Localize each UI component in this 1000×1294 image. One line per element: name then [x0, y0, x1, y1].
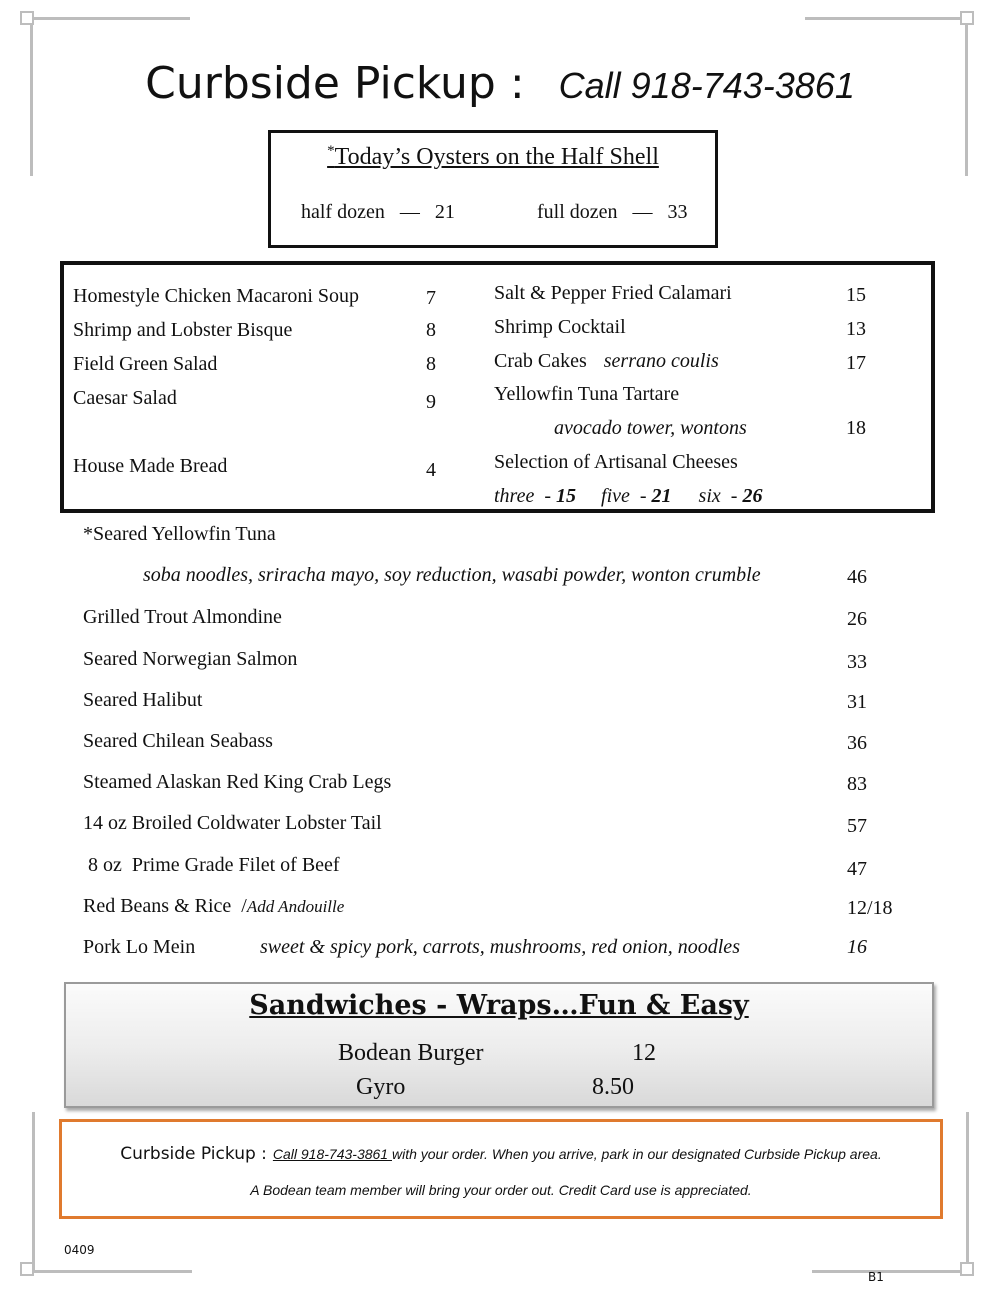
corner-line-bl-v — [32, 1112, 35, 1270]
entree-item: *Seared Yellowfin Tuna — [83, 523, 276, 545]
entree-item: Pork Lo Mein — [83, 936, 196, 958]
pickup-note: A Bodean team member will bring your order out. Credit Card use is appreciated. — [250, 1182, 752, 1198]
cheese-option-price: 21 — [651, 485, 672, 507]
pickup-instructions: with your order. When you arrive, park in our designated Curbside Pickup area. — [391, 1146, 882, 1162]
menu-item-price: 7 — [426, 287, 436, 309]
title-phone: Call 918-743-3861 — [558, 65, 855, 106]
entree-item: Grilled Trout Almondine — [83, 606, 282, 628]
menu-item-price: 9 — [426, 391, 436, 413]
entree-price: 83 — [847, 773, 867, 795]
page-title — [0, 58, 1000, 109]
entree-price: 36 — [847, 732, 867, 754]
entree-price: 57 — [847, 815, 867, 837]
menu-item: Shrimp and Lobster Bisque — [73, 319, 293, 341]
pickup-lead: Curbside Pickup : — [120, 1144, 267, 1164]
menu-item: Field Green Salad — [73, 353, 218, 375]
entree-price: 47 — [847, 858, 867, 880]
cheese-options — [494, 485, 762, 508]
corner-square-tr — [960, 11, 974, 25]
entree-note: sweet & spicy pork, carrots, mushrooms, red onion, noodles — [260, 936, 740, 958]
entree-item — [83, 895, 344, 918]
cheese-option-label: five - — [601, 485, 647, 507]
menu-item: Caesar Salad — [73, 387, 177, 409]
cheese-option-label: six - — [698, 485, 738, 507]
menu-item-price: 8 — [426, 319, 436, 341]
corner-line-bl-h — [26, 1270, 192, 1273]
menu-item-note: serrano coulis — [603, 350, 719, 372]
pickup-info-line — [62, 1144, 940, 1164]
corner-line-tr-h — [805, 17, 973, 20]
corner-square-bl — [20, 1262, 34, 1276]
corner-square-tl — [20, 11, 34, 25]
entree-note: soba noodles, sriracha mayo, soy reduction, wasabi powder, wonton crumble — [143, 564, 761, 586]
entree-price: 12/18 — [847, 897, 893, 919]
cheese-option-label: three - — [494, 485, 552, 507]
entree-item: 14 oz Broiled Coldwater Lobster Tail — [83, 812, 382, 834]
pickup-info-box — [59, 1119, 943, 1219]
menu-item: Shrimp Cocktail — [494, 316, 626, 338]
sandwiches-box — [64, 982, 934, 1108]
oysters-title — [271, 143, 715, 171]
corner-line-br-v — [966, 1112, 969, 1270]
pickup-phone: Call 918-743-3861 — [272, 1146, 392, 1162]
cheese-option-price: 26 — [742, 485, 763, 507]
entree-item: Seared Chilean Seabass — [83, 730, 273, 752]
corner-line-br-h — [812, 1270, 972, 1273]
sandwich-price: 12 — [632, 1040, 656, 1066]
page-code-left: 0409 — [64, 1243, 95, 1257]
page-code-right: B1 — [868, 1270, 884, 1284]
oysters-asterisk: * — [327, 143, 335, 159]
menu-item: Selection of Artisanal Cheeses — [494, 451, 738, 473]
sandwich-price: 8.50 — [592, 1074, 634, 1100]
entree-item: Steamed Alaskan Red King Crab Legs — [83, 771, 392, 793]
corner-line-tl-h — [26, 17, 190, 20]
menu-item-price: 15 — [846, 284, 866, 306]
oysters-box — [268, 130, 718, 248]
menu-item-price: 18 — [846, 417, 866, 439]
entree-item-name: Red Beans & Rice / — [83, 895, 247, 917]
corner-square-br — [960, 1262, 974, 1276]
oysters-full-dozen: full dozen — 33 — [537, 201, 688, 223]
menu-item: Yellowfin Tuna Tartare — [494, 383, 680, 405]
entree-price: 16 — [847, 936, 867, 958]
entree-item: Seared Norwegian Salmon — [83, 648, 298, 670]
entree-price: 26 — [847, 608, 867, 630]
cheese-option-price: 15 — [556, 485, 577, 507]
menu-item — [494, 350, 719, 373]
entree-price: 31 — [847, 691, 867, 713]
title-text: Curbside Pickup : — [145, 58, 525, 109]
menu-item-price: 13 — [846, 318, 866, 340]
appetizers-box — [60, 261, 935, 513]
entree-item: 8 oz Prime Grade Filet of Beef — [83, 854, 340, 876]
menu-item-price: 4 — [426, 459, 436, 481]
menu-item-note: avocado tower, wontons — [554, 417, 747, 439]
menu-item-price: 17 — [846, 352, 866, 374]
oysters-half-dozen: half dozen — 21 — [301, 201, 455, 223]
menu-item: Salt & Pepper Fried Calamari — [494, 282, 732, 304]
menu-item-price: 8 — [426, 353, 436, 375]
menu-item-name: Crab Cakes — [494, 350, 587, 372]
entree-item: Seared Halibut — [83, 689, 203, 711]
menu-item: Homestyle Chicken Macaroni Soup — [73, 285, 360, 307]
menu-item: House Made Bread — [73, 455, 228, 477]
sandwich-item: Gyro — [356, 1074, 406, 1100]
oysters-title-text: Today’s Oysters on the Half Shell — [334, 144, 659, 170]
sandwiches-title: Sandwiches - Wraps…Fun & Easy — [249, 990, 749, 1021]
entree-price: 46 — [847, 566, 867, 588]
entree-note: Add Andouille — [246, 897, 345, 916]
entree-price: 33 — [847, 651, 867, 673]
sandwich-item: Bodean Burger — [338, 1040, 484, 1066]
